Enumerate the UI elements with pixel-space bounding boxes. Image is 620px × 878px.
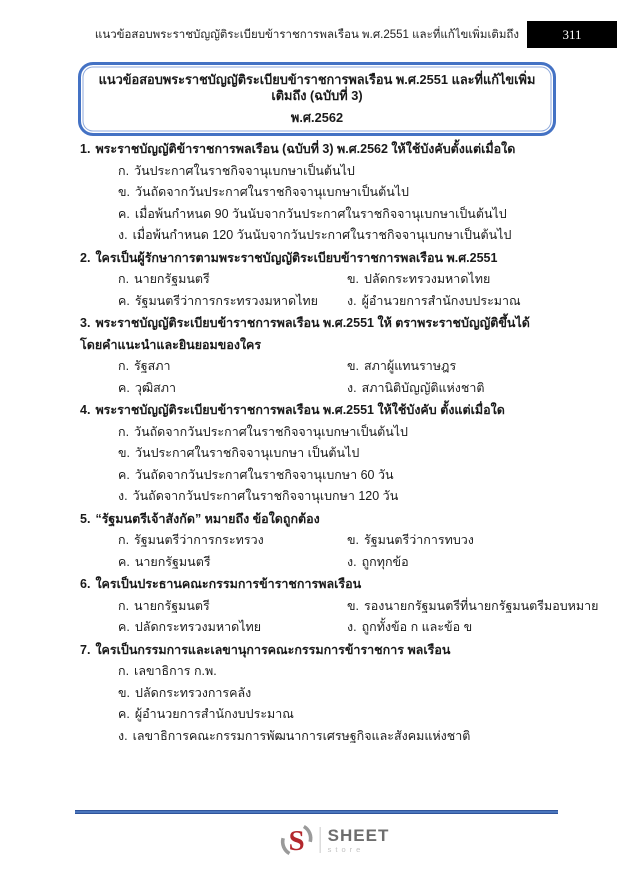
option-text: สภานิติบัญญัติแห่งชาติ bbox=[361, 380, 485, 395]
option-text: สภาผู้แทนราษฎร bbox=[364, 359, 457, 373]
option-c bbox=[118, 465, 550, 487]
option-label: ก. bbox=[118, 272, 130, 286]
option-d bbox=[118, 726, 550, 748]
page-number: 311 bbox=[562, 26, 582, 42]
option-c bbox=[118, 204, 550, 226]
option-label: ง. bbox=[118, 228, 128, 242]
option-label: ค. bbox=[118, 707, 130, 721]
option-label: ง. bbox=[347, 293, 357, 308]
option-text: ถูกทั้งข้อ ก และข้อ ข bbox=[361, 620, 473, 634]
option-text: วันถัดจากวันประกาศในราชกิจจานุเบกษาเป็นต้นไป bbox=[135, 185, 409, 199]
page-header bbox=[80, 21, 617, 48]
sheet-store-logo bbox=[279, 822, 390, 858]
question-text: พระราชบัญญัติระเบียบข้าราชการพลเรือน พ.ศ.2551 ให้ใช้บังคับ ตั้งแต่เมื่อใด bbox=[95, 403, 505, 417]
question-1 bbox=[80, 139, 550, 247]
option-label: ค. bbox=[118, 206, 130, 221]
question-text: “รัฐมนตรีเจ้าสังกัด” หมายถึง ข้อใดถูกต้อง bbox=[95, 511, 320, 526]
question-7 bbox=[80, 640, 550, 748]
option-c bbox=[118, 378, 347, 400]
option-text: ผู้อำนวยการสำนักงบประมาณ bbox=[361, 293, 521, 308]
option-d bbox=[347, 291, 550, 313]
option-a bbox=[118, 269, 347, 291]
option-label: ค. bbox=[118, 620, 130, 634]
question-5-heading bbox=[80, 509, 550, 531]
option-text: ผู้อำนวยการสำนักงบประมาณ bbox=[134, 707, 294, 721]
option-label: ข. bbox=[347, 272, 360, 286]
option-b bbox=[347, 356, 550, 378]
option-text: วันถัดจากวันประกาศในราชกิจจานุเบกษา 120 วัน bbox=[132, 489, 399, 503]
question-3 bbox=[80, 313, 550, 399]
option-text: วันถัดจากวันประกาศในราชกิจจานุเบกษา 60 วัน bbox=[134, 467, 394, 482]
option-b bbox=[347, 269, 550, 291]
option-label: ก. bbox=[118, 533, 130, 547]
option-label: ข. bbox=[347, 598, 360, 613]
option-c bbox=[118, 704, 550, 726]
question-2-heading bbox=[80, 248, 550, 270]
question-2-options bbox=[118, 269, 550, 312]
option-d bbox=[347, 617, 598, 639]
question-number: 4. bbox=[80, 403, 91, 417]
option-a bbox=[118, 596, 347, 618]
option-d bbox=[118, 225, 550, 247]
option-b bbox=[347, 530, 550, 552]
option-text: นายกรัฐมนตรี bbox=[134, 598, 210, 613]
question-7-heading bbox=[80, 640, 550, 662]
option-a bbox=[118, 161, 550, 183]
option-b bbox=[118, 683, 550, 705]
option-c bbox=[118, 552, 347, 574]
option-text: เลขาธิการ ก.พ. bbox=[134, 664, 217, 678]
question-6 bbox=[80, 574, 599, 639]
question-number: 3. bbox=[80, 316, 91, 330]
question-number: 1. bbox=[80, 142, 91, 156]
option-text: รัฐสภา bbox=[134, 359, 171, 373]
option-d bbox=[118, 486, 550, 508]
option-text: ถูกทุกข้อ bbox=[361, 554, 409, 569]
option-label: ง. bbox=[347, 620, 357, 634]
option-label: ค. bbox=[118, 293, 130, 308]
option-a bbox=[118, 356, 347, 378]
option-a bbox=[118, 530, 347, 552]
question-1-heading bbox=[80, 139, 550, 161]
option-label: ง. bbox=[118, 489, 128, 503]
option-text: ปลัดกระทรวงมหาดไทย bbox=[364, 272, 491, 286]
option-label: ค. bbox=[118, 380, 130, 395]
question-list bbox=[80, 139, 599, 748]
question-5-options bbox=[118, 530, 550, 573]
question-7-options bbox=[118, 661, 550, 747]
option-d bbox=[347, 552, 550, 574]
option-text: วันประกาศในราชกิจจานุเบกษาเป็นต้นไป bbox=[134, 163, 355, 178]
option-text: เลขาธิการคณะกรรมการพัฒนาการเศรษฐกิจและสังคมแห่งชาติ bbox=[132, 728, 471, 743]
question-text: พระราชบัญญัติระเบียบข้าราชการพลเรือน พ.ศ.2551 ให้ ตราพระราชบัญญัติขึ้นได้โดยคำแนะนำและยินยอมของใคร bbox=[80, 316, 530, 352]
question-2 bbox=[80, 248, 550, 313]
option-label: ค. bbox=[118, 467, 130, 482]
option-label: ข. bbox=[347, 533, 360, 547]
option-label: ก. bbox=[118, 359, 130, 373]
question-text: พระราชบัญญัติข้าราชการพลเรือน (ฉบับที่ 3) พ.ศ.2562 ให้ใช้บังคับตั้งแต่เมื่อใด bbox=[95, 142, 516, 156]
option-label: ข. bbox=[118, 685, 131, 700]
page-number-badge bbox=[527, 21, 617, 48]
option-label: ข. bbox=[118, 185, 131, 199]
logo-sub-text: store bbox=[327, 844, 365, 854]
option-label: ง. bbox=[347, 554, 357, 569]
option-text: รัฐมนตรีว่าการกระทรวง bbox=[134, 533, 264, 547]
logo-brand-text: SHEET bbox=[327, 825, 390, 845]
svg-text:S: S bbox=[288, 824, 305, 857]
question-3-heading bbox=[80, 313, 550, 356]
sheet-store-s-icon bbox=[279, 822, 315, 858]
option-label: ก. bbox=[118, 664, 130, 678]
option-text: นายกรัฐมนตรี bbox=[134, 554, 211, 569]
option-text: ปลัดกระทรวงมหาดไทย bbox=[134, 620, 262, 634]
question-5 bbox=[80, 509, 550, 574]
option-b bbox=[118, 182, 550, 204]
option-c bbox=[118, 617, 347, 639]
option-label: ข. bbox=[347, 359, 360, 373]
option-text: รองนายกรัฐมนตรีที่นายกรัฐมนตรีมอบหมาย bbox=[364, 598, 599, 613]
question-number: 7. bbox=[80, 642, 91, 657]
question-4 bbox=[80, 400, 550, 508]
document-title-box bbox=[78, 62, 556, 136]
document-title-line1: แนวข้อสอบพระราชบัญญัติระเบียบข้าราชการพลเรือน พ.ศ.2551 และที่แก้ไขเพิ่มเติมถึง (ฉบับที่ 3) bbox=[98, 72, 536, 103]
option-text: นายกรัฐมนตรี bbox=[134, 272, 210, 286]
option-text: รัฐมนตรีว่าการทบวง bbox=[364, 533, 474, 547]
option-text: วันประกาศในราชกิจจานุเบกษา เป็นต้นไป bbox=[135, 446, 360, 460]
option-label: ก. bbox=[118, 163, 130, 178]
option-text: เมื่อพ้นกำหนด 120 วันนับจากวันประกาศในราชกิจจานุเบกษาเป็นต้นไป bbox=[132, 228, 512, 242]
document-title-line2: พ.ศ.2562 bbox=[290, 109, 344, 125]
option-label: ง. bbox=[347, 380, 357, 395]
option-label: ง. bbox=[118, 728, 128, 743]
option-text: วุฒิสภา bbox=[134, 380, 177, 395]
question-number: 5. bbox=[80, 511, 91, 526]
option-d bbox=[347, 378, 550, 400]
option-c bbox=[118, 291, 347, 313]
running-header-title: แนวข้อสอบพระราชบัญญัติระเบียบข้าราชการพลเรือน พ.ศ.2551 และที่แก้ไขเพิ่มเติมถึง bbox=[94, 28, 519, 41]
question-1-options bbox=[118, 161, 550, 247]
option-a bbox=[118, 422, 550, 444]
option-label: ค. bbox=[118, 554, 130, 569]
question-number: 6. bbox=[80, 577, 91, 591]
footer-divider-line bbox=[75, 810, 558, 814]
option-label: ข. bbox=[118, 446, 131, 460]
option-b bbox=[347, 596, 598, 618]
question-6-heading bbox=[80, 574, 550, 596]
question-3-options bbox=[118, 356, 550, 399]
logo-divider bbox=[320, 827, 321, 853]
option-b bbox=[118, 443, 550, 465]
question-number: 2. bbox=[80, 250, 91, 265]
option-label: ก. bbox=[118, 424, 130, 439]
logo-text bbox=[328, 827, 390, 854]
question-text: ใครเป็นประธานคณะกรรมการข้าราชการพลเรือน bbox=[95, 577, 362, 591]
question-4-options bbox=[118, 422, 550, 508]
question-4-heading bbox=[80, 400, 550, 422]
question-6-options bbox=[118, 596, 599, 639]
option-label: ก. bbox=[118, 598, 130, 613]
option-a bbox=[118, 661, 550, 683]
question-text: ใครเป็นผู้รักษาการตามพระราชบัญญัติระเบียบข้าราชการพลเรือน พ.ศ.2551 bbox=[95, 250, 498, 265]
option-text: รัฐมนตรีว่าการกระทรวงมหาดไทย bbox=[134, 293, 318, 308]
option-text: เมื่อพ้นกำหนด 90 วันนับจากวันประกาศในราชกิจจานุเบกษาเป็นต้นไป bbox=[134, 206, 507, 221]
question-text: ใครเป็นกรรมการและเลขานุการคณะกรรมการข้าราชการ พลเรือน bbox=[95, 642, 451, 657]
option-text: ปลัดกระทรวงการคลัง bbox=[135, 685, 252, 700]
option-text: วันถัดจากวันประกาศในราชกิจจานุเบกษาเป็นต้นไป bbox=[134, 424, 408, 439]
